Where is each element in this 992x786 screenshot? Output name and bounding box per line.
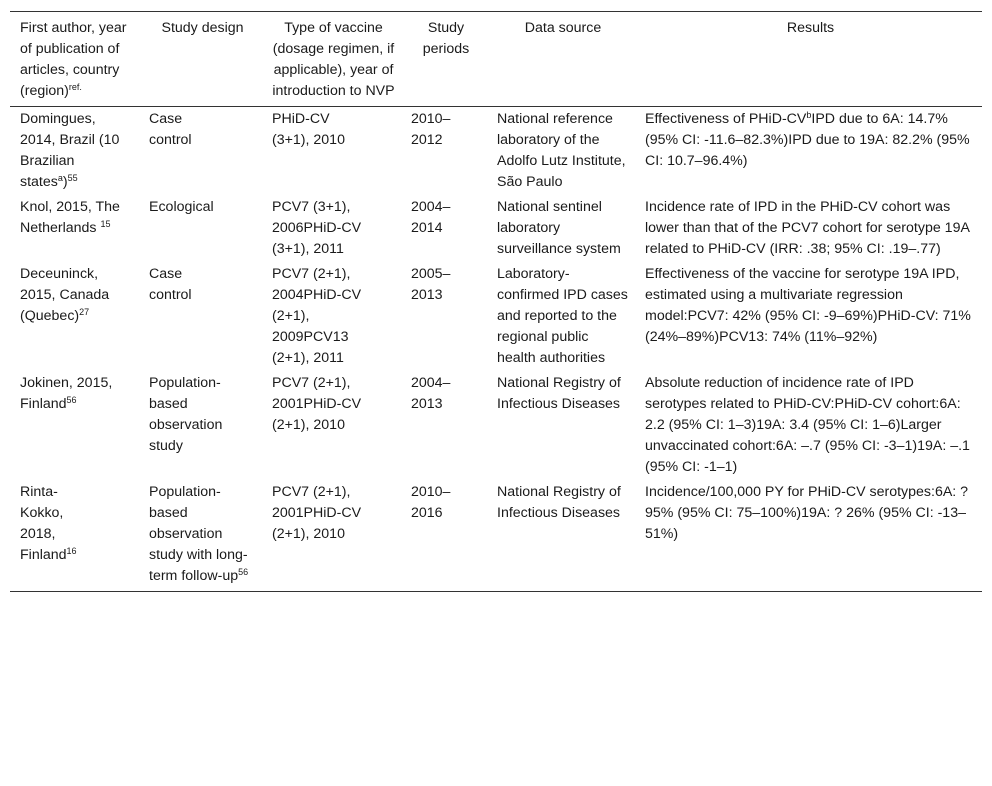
studies-table <box>10 11 982 592</box>
header-design: Study design <box>139 12 262 107</box>
cell-author: Deceuninck, 2015, Canada (Quebec)$^{27}$ <box>20 266 110 324</box>
cell-design: Case control <box>149 266 192 303</box>
header-source: Data source <box>487 12 635 107</box>
cell-design: Case control <box>149 111 192 148</box>
header-vaccine: Type of vaccine (dosage regimen, if applicable), year of introduction to NVP <box>262 12 401 107</box>
cell-source: National reference laboratory of the Adolfo Lutz Institute, São Paulo <box>497 111 626 190</box>
table-row <box>10 480 982 592</box>
cell-period: 2004–2014 <box>411 199 451 236</box>
cell-results: Absolute reduction of incidence rate of IPD serotypes related to PHiD-CV:PHiD-CV cohort:6A: 2.2 (95% CI: 1–3)19A: 3.4 (95% CI: 1–6)Larger unvaccinated cohort:6A: –.7 (95% CI: -3–1)19A: –.1 (95% CI: -1–1) <box>645 375 970 475</box>
cell-design: Population-based observation study <box>149 375 223 454</box>
cell-design: Population-based observation study with long-term follow-$up^{56}$ <box>139 480 262 592</box>
cell-period: 2005–2013 <box>411 266 451 303</box>
cell-period: 2010–2012 <box>411 111 451 148</box>
cell-vaccine: PCV7 (3+1), 2006PHiD-CV (3+1), 2011 <box>272 199 362 257</box>
cell-design: Ecological <box>149 199 214 215</box>
cell-results: Incidence/100,000 PY for PHiD-CV serotypes:6A: ? 95% (95% CI: 75–100%)19A: ? 26% (95% CI: -13–51%) <box>635 480 982 592</box>
table-row <box>10 195 982 262</box>
cell-results: Effectiveness of the vaccine for serotype 19A IPD, estimated using a multivariate regression model:PCV7: 42% (95% CI: -9–69%)PHiD-CV: 71% (24%–89%)PCV13: 74% (11%–92%) <box>645 266 971 345</box>
cell-results: Incidence rate of IPD in the PHiD-CV cohort was lower than that of the PCV7 cohort for serotype 19A related to PHiD-CV (IRR: .38; 95% CI: .19–.77) <box>645 199 970 257</box>
cell-source: National sentinel laboratory surveillance system <box>497 199 621 257</box>
header-author: First author, year of publication of articles, country (region)$^{ref.}$ <box>10 12 139 107</box>
cell-vaccine: PCV7 (2+1), 2001PHiD-CV (2+1), 2010 <box>272 375 362 433</box>
cell-results: Effectiveness of PHiD-$CV^bIPD$ due to 6A: 14.7% (95% CI: -11.6–82.3%)IPD due to 19A: 82.2% (95% CI: 10.7–96.4%) <box>645 110 970 169</box>
header-results: Results <box>635 12 982 107</box>
cell-period: 2004–2013 <box>411 375 451 412</box>
cell-source: National Registry of Infectious Diseases <box>497 375 621 412</box>
cell-author: Knol, 2015, The Netherlands $^{15}$ <box>20 199 120 236</box>
cell-period: 2010–2016 <box>401 480 487 592</box>
cell-vaccine: PHiD-CV (3+1), 2010 <box>272 111 345 148</box>
header-period: Study periods <box>401 12 487 107</box>
table-row <box>10 107 982 196</box>
cell-author: Jokinen, 2015, Finland$^{56}$ <box>20 375 113 412</box>
cell-source: National Registry of Infectious Diseases <box>487 480 635 592</box>
header-row <box>10 12 982 107</box>
cell-source: Laboratory-confirmed IPD cases and reported to the regional public health authorities <box>497 266 628 366</box>
cell-vaccine: PCV7 (2+1), 2001PHiD-CV (2+1), 2010 <box>262 480 401 592</box>
cell-vaccine: PCV7 (2+1), 2004PHiD-CV (2+1), 2009PCV13 (2+1), 2011 <box>272 266 362 366</box>
cell-author: Rinta-Kokko, 2018, Finland$^{16}$ <box>10 480 139 592</box>
cell-author: Domingues, 2014, Brazil (10 Brazilian states$^a$)$^{55}$ <box>20 111 120 190</box>
table-row <box>10 262 982 371</box>
table-row <box>10 371 982 480</box>
